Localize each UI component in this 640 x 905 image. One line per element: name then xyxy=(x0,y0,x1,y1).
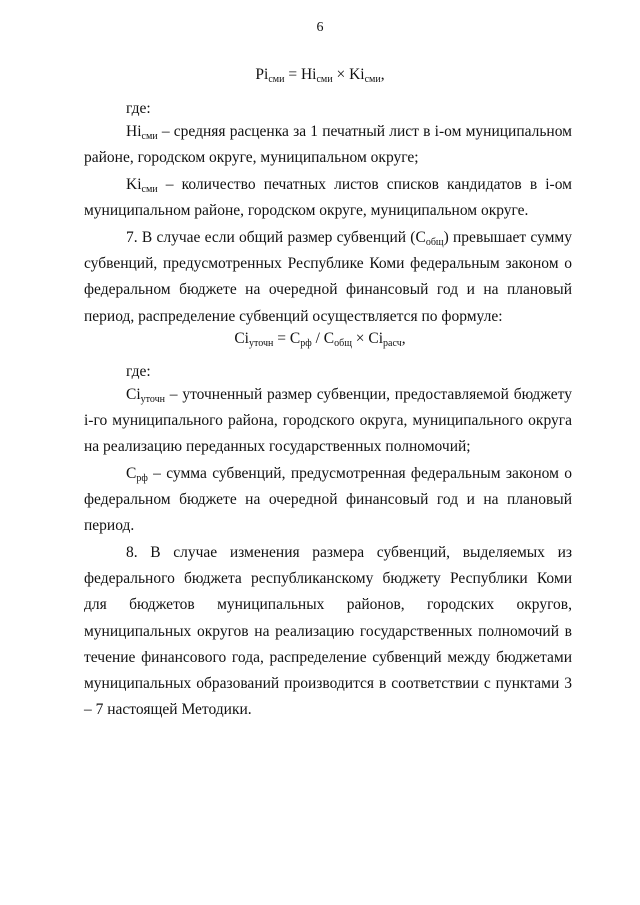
definition-symbol: Ki xyxy=(126,176,142,193)
definition-subscript: сми xyxy=(141,184,158,195)
formula-part: , xyxy=(401,330,406,347)
formula-part: / С xyxy=(311,330,335,347)
formula-subscript: рф xyxy=(300,338,312,349)
paragraph-text: 7. В случае если общий размер субвенций (С xyxy=(126,229,426,246)
paragraph-subscript: общ xyxy=(425,237,444,248)
definition-ki xyxy=(84,172,572,224)
definition-text: – средняя расценка за 1 печатный лист в i-ом муниципальном районе, городском округе, муниципальном округе; xyxy=(84,123,572,167)
definition-symbol: С xyxy=(126,465,137,482)
where-label: где: xyxy=(126,363,151,380)
page-number: 6 xyxy=(316,20,324,35)
formula-subscript: уточн xyxy=(249,338,274,349)
paragraph-7 xyxy=(84,225,572,330)
definition-text: – сумма субвенций, предусмотренная федеральным законом о федеральном бюджете на очередной финансовый год и на плановый период. xyxy=(84,465,572,535)
formula-part: × Ci xyxy=(351,330,384,347)
definition-hi xyxy=(84,119,572,171)
where-label: где: xyxy=(126,100,151,117)
formula-subscript: сми xyxy=(316,74,333,85)
formula-part: = С xyxy=(273,330,301,347)
paragraph-text: ) превышает сумму субвенций, предусмотренных Республике Коми федеральным законом о федеральном бюджете на очередной финансовый год и на плановый период, распределение субвенций осуществляется по формуле: xyxy=(84,229,572,325)
definition-text: – количество печатных листов списков кандидатов в i-ом муниципальном районе, городском округе, муниципальном округе. xyxy=(84,176,572,220)
definition-subscript: сми xyxy=(141,131,158,142)
paragraph-8: 8. В случае изменения размера субвенций, выделяемых из федерального бюджета республиканскому бюджету Республики Коми для бюджетов муниципальных районов, городских округов, муниципальных округов на реализацию государственных полномочий в течение финансового года, распределение субвенций между бюджетами муниципальных образований производится в соответствии с пунктами 3 – 7 настоящей Методики. xyxy=(84,544,572,719)
formula-subscript: сми xyxy=(364,74,381,85)
definition-text: – уточненный размер субвенции, предоставляемой бюджету i-го муниципального района, городского округа, муниципального округа на реализацию переданных государственных полномочий; xyxy=(84,386,572,456)
formula-subscript: расч xyxy=(383,338,402,349)
definition-symbol: Hi xyxy=(126,123,142,140)
definition-subscript: уточн xyxy=(140,394,166,405)
formula-part: , xyxy=(380,66,385,83)
formula-part: Ci xyxy=(234,330,249,347)
formula-part: × Ki xyxy=(332,66,365,83)
formula-ci-utochn xyxy=(0,330,640,349)
formula-pi-smi xyxy=(0,66,640,85)
formula-subscript: общ xyxy=(334,338,352,349)
formula-part: Pi xyxy=(255,66,269,83)
formula-part: = Hi xyxy=(284,66,317,83)
definition-subscript: рф xyxy=(136,473,148,484)
definition-crf xyxy=(84,461,572,540)
definition-ci xyxy=(84,382,572,461)
definition-symbol: Ci xyxy=(126,386,141,403)
formula-subscript: сми xyxy=(268,74,285,85)
